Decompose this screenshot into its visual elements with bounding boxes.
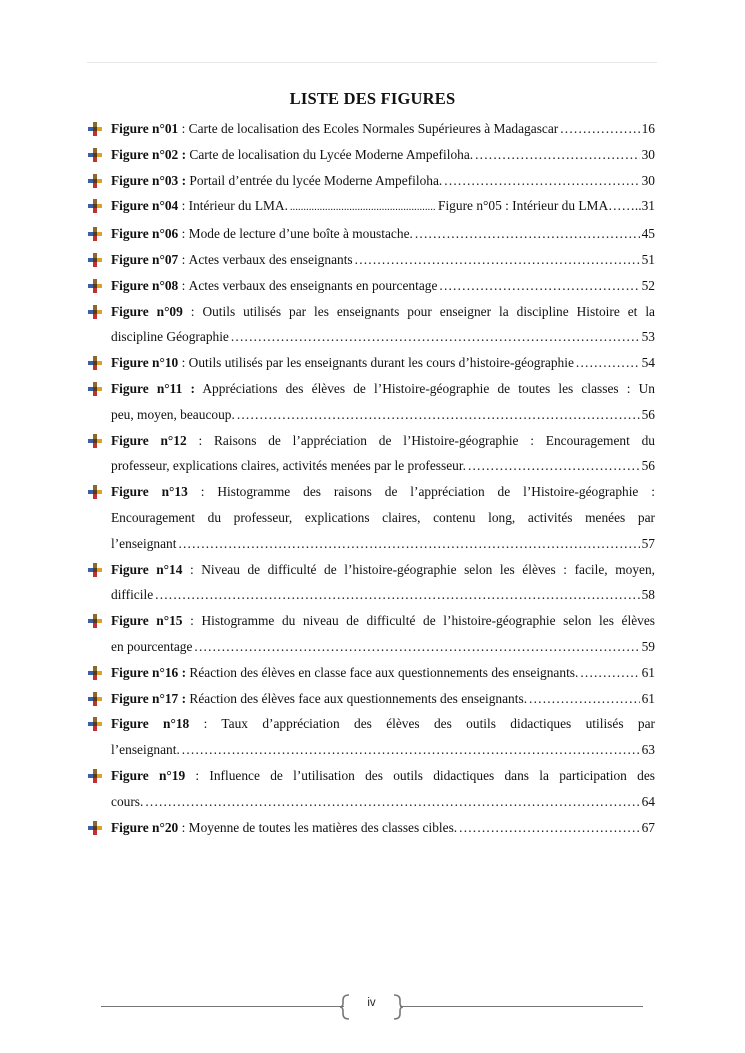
entry-line [111, 402, 655, 428]
figure-caption: Mode de lecture d’une boîte à moustache. [188, 226, 413, 242]
entry-line [111, 142, 655, 168]
label-separator: : [178, 251, 189, 267]
label-separator: : [182, 303, 203, 319]
plus-bullet-icon [88, 356, 102, 370]
figure-entry [88, 608, 655, 660]
figure-entry [88, 660, 655, 686]
page-ref: 56 [641, 458, 655, 474]
dot-leader [178, 531, 639, 557]
figure-label: Figure n°19 [111, 767, 186, 783]
figure-caption: Réaction des élèves en classe face aux questionnements des enseignants. [189, 664, 579, 680]
dot-leader [468, 453, 640, 479]
figure-caption: Raisons de l’appréciation de l’Histoire-géographie : Encouragement du [214, 432, 655, 448]
figure-caption: peu, moyen, beaucoup. [111, 406, 235, 422]
plus-bullet-icon [88, 148, 102, 162]
figure-label: Figure n°16 : [111, 664, 187, 680]
figure-label: Figure n°01 [111, 121, 179, 136]
page-ref: 61 [641, 664, 655, 680]
dot-leader [439, 273, 639, 299]
plus-bullet-icon [88, 174, 102, 188]
figure-entry [88, 711, 655, 763]
figure-entry [88, 428, 655, 480]
figure-caption: Taux d’appréciation des élèves des outils didactiques utilisés par [221, 716, 655, 732]
entry-line [111, 221, 655, 247]
plus-bullet-icon [88, 122, 102, 136]
entry-line [111, 789, 655, 815]
entry-line [111, 608, 655, 634]
label-separator: : [182, 561, 202, 577]
page-ref: 30 [641, 172, 655, 188]
page-ref: 53 [641, 329, 655, 345]
entry-line [111, 763, 655, 789]
plus-bullet-icon [88, 227, 102, 241]
label-separator: : [178, 198, 189, 214]
entry-line [111, 376, 655, 402]
label-separator: : [178, 121, 189, 136]
entry-line [111, 582, 655, 608]
figure-entry [88, 557, 655, 609]
entry-line [111, 634, 655, 660]
dot-leader [475, 142, 639, 168]
label-separator: : [178, 355, 189, 371]
figure-caption: Moyenne de toutes les matières des classes cibles. [188, 819, 458, 835]
entry-line [111, 557, 655, 583]
figure-caption: l’enseignant. [111, 742, 180, 758]
label-separator: : [178, 226, 189, 242]
dot-leader [576, 350, 640, 376]
plus-bullet-icon [88, 253, 102, 267]
figure-label: Figure n°10 [111, 355, 179, 371]
figure-entry [88, 299, 655, 351]
page-ref: 45 [641, 226, 655, 242]
plus-bullet-icon [88, 279, 102, 293]
page-ref: 30 [641, 146, 655, 162]
dot-leader [415, 221, 640, 247]
figure-caption: Actes verbaux des enseignants [188, 251, 353, 267]
dot-leader [355, 247, 640, 273]
entry-line [111, 247, 655, 273]
page-ref: 54 [641, 355, 655, 371]
dot-leader [529, 686, 640, 712]
figure-caption: Appréciations des élèves de l’Histoire-géographie de toutes les classes : Un [202, 380, 655, 396]
figure-caption: Histogramme du niveau de difficulté de l’histoire-géographie selon les élèves [201, 613, 655, 629]
figure-label: Figure n°17 : [111, 690, 187, 706]
plus-bullet-icon [88, 692, 102, 706]
entry-line [111, 299, 655, 325]
figure-label: Figure n°20 [111, 819, 179, 835]
footer-rule-left [101, 1006, 344, 1007]
dot-leader [237, 402, 640, 428]
plus-bullet-icon [88, 717, 102, 731]
page-ref: 58 [641, 587, 655, 603]
figure-label: Figure n°03 : [111, 172, 187, 188]
figure-caption: l’enseignant [111, 535, 177, 551]
dot-leader [194, 634, 639, 660]
entry-line [111, 453, 655, 479]
figure-entry [88, 168, 655, 194]
label-separator: : [189, 716, 222, 732]
figure-label: Figure n°15 [111, 613, 183, 629]
figure-entry [88, 815, 655, 841]
plus-bullet-icon [88, 769, 102, 783]
plus-bullet-icon [88, 199, 102, 213]
figure-caption: Encouragement du professeur, explications claires, contenu long, activités menées par [111, 509, 655, 525]
figure-caption: Carte de localisation des Ecoles Normales Supérieures à Madagascar [188, 121, 559, 136]
figure-label: Figure n°04 [111, 198, 179, 214]
page-number: iv [367, 997, 376, 1009]
plus-bullet-icon [88, 382, 102, 396]
figure-entry [88, 479, 655, 556]
header-rule [87, 62, 657, 63]
footer-rule-right [400, 1006, 643, 1007]
figure-entry [88, 247, 655, 273]
figure-caption: difficile [111, 587, 154, 603]
figure-label: Figure n°11 : [111, 380, 195, 396]
figure-label: Figure n°02 : [111, 146, 187, 162]
page-ref: 64 [641, 793, 655, 809]
dot-leader [145, 789, 639, 815]
figure-entry [88, 376, 655, 428]
dot-leader [231, 324, 640, 350]
figure-entry [88, 193, 655, 221]
page-ref: 59 [641, 638, 655, 654]
entry-line [111, 428, 655, 454]
page-ref: 57 [641, 535, 655, 551]
dot-leader [155, 582, 639, 608]
entry-line [111, 168, 655, 194]
entry-line [111, 660, 655, 686]
page-ref: 67 [641, 819, 655, 835]
figure-caption: Portail d’entrée du lycée Moderne Ampefiloha. [189, 172, 443, 188]
figure-caption: Actes verbaux des enseignants en pourcentage [188, 277, 438, 293]
figure-label: Figure n°08 [111, 277, 179, 293]
label-separator: : [182, 613, 202, 629]
plus-bullet-icon [88, 434, 102, 448]
dot-leader [580, 660, 639, 686]
label-separator: : [185, 767, 210, 783]
page-ref: 61 [641, 690, 655, 706]
entry-line [111, 815, 655, 841]
entry-line [111, 273, 655, 299]
entry-line [111, 711, 655, 737]
label-separator: : [187, 484, 218, 500]
label-separator: : [178, 277, 189, 293]
plus-bullet-icon [88, 305, 102, 319]
plus-bullet-icon [88, 821, 102, 835]
plus-bullet-icon [88, 563, 102, 577]
entry-line [111, 350, 655, 376]
page-ref: 16 [641, 121, 655, 136]
figure-label: Figure n°14 [111, 561, 183, 577]
figure-label: Figure n°12 [111, 432, 187, 448]
page-ref: 63 [641, 742, 655, 758]
figure-label: Figure n°18 [111, 716, 190, 732]
figure-caption: Niveau de difficulté de l’histoire-géographie selon les élèves : facile, moyen, [201, 561, 655, 577]
page-ref: 56 [641, 406, 655, 422]
entry-line [111, 193, 655, 221]
dot-leader [290, 195, 436, 221]
plus-bullet-icon [88, 485, 102, 499]
page-title: LISTE DES FIGURES [289, 89, 456, 108]
figure-label: Figure n°07 [111, 251, 179, 267]
entry-line [111, 531, 655, 557]
page-ref: 52 [641, 277, 655, 293]
label-separator: : [186, 432, 214, 448]
inline-figure-entry: Figure n°05 : Intérieur du LMA……..31 [438, 198, 655, 214]
figure-entry [88, 350, 655, 376]
figure-entry [88, 763, 655, 815]
figure-caption: Influence de l’utilisation des outils didactiques dans la participation des [209, 767, 655, 783]
figure-entry [88, 221, 655, 247]
entry-line [111, 116, 655, 142]
dot-leader [459, 815, 639, 841]
plus-bullet-icon [88, 666, 102, 680]
figure-list [88, 116, 655, 840]
figure-caption: Outils utilisés par les enseignants pour enseigner la discipline Histoire et la [202, 303, 655, 319]
figure-caption: professeur, explications claires, activités menées par le professeur. [111, 458, 466, 474]
dot-leader [182, 737, 640, 763]
figure-entry [88, 142, 655, 168]
figure-label: Figure n°09 [111, 303, 183, 319]
figure-entry [88, 273, 655, 299]
dot-leader [560, 116, 639, 142]
figure-caption: Intérieur du LMA. [188, 198, 288, 214]
figure-caption: en pourcentage [111, 638, 193, 654]
figure-caption: Histogramme des raisons de l’appréciation de l’Histoire-géographie : [217, 484, 655, 500]
figure-label: Figure n°13 [111, 484, 188, 500]
entry-line [111, 479, 655, 505]
page-ref: 51 [641, 251, 655, 267]
figure-caption: Réaction des élèves face aux questionnements des enseignants. [189, 690, 528, 706]
figure-entry [88, 116, 655, 142]
entry-line [111, 324, 655, 350]
entry-line [111, 686, 655, 712]
figure-entry [88, 686, 655, 712]
entry-line [111, 737, 655, 763]
figure-caption: discipline Géographie [111, 329, 229, 345]
figure-caption: Carte de localisation du Lycée Moderne Ampefiloha. [189, 146, 474, 162]
plus-bullet-icon [88, 614, 102, 628]
figure-label: Figure n°06 [111, 226, 179, 242]
entry-line [111, 505, 655, 531]
figure-caption: cours. [111, 793, 144, 809]
figure-caption: Outils utilisés par les enseignants durant les cours d’histoire-géographie [188, 355, 574, 371]
dot-leader [444, 168, 639, 194]
label-separator: : [178, 819, 189, 835]
